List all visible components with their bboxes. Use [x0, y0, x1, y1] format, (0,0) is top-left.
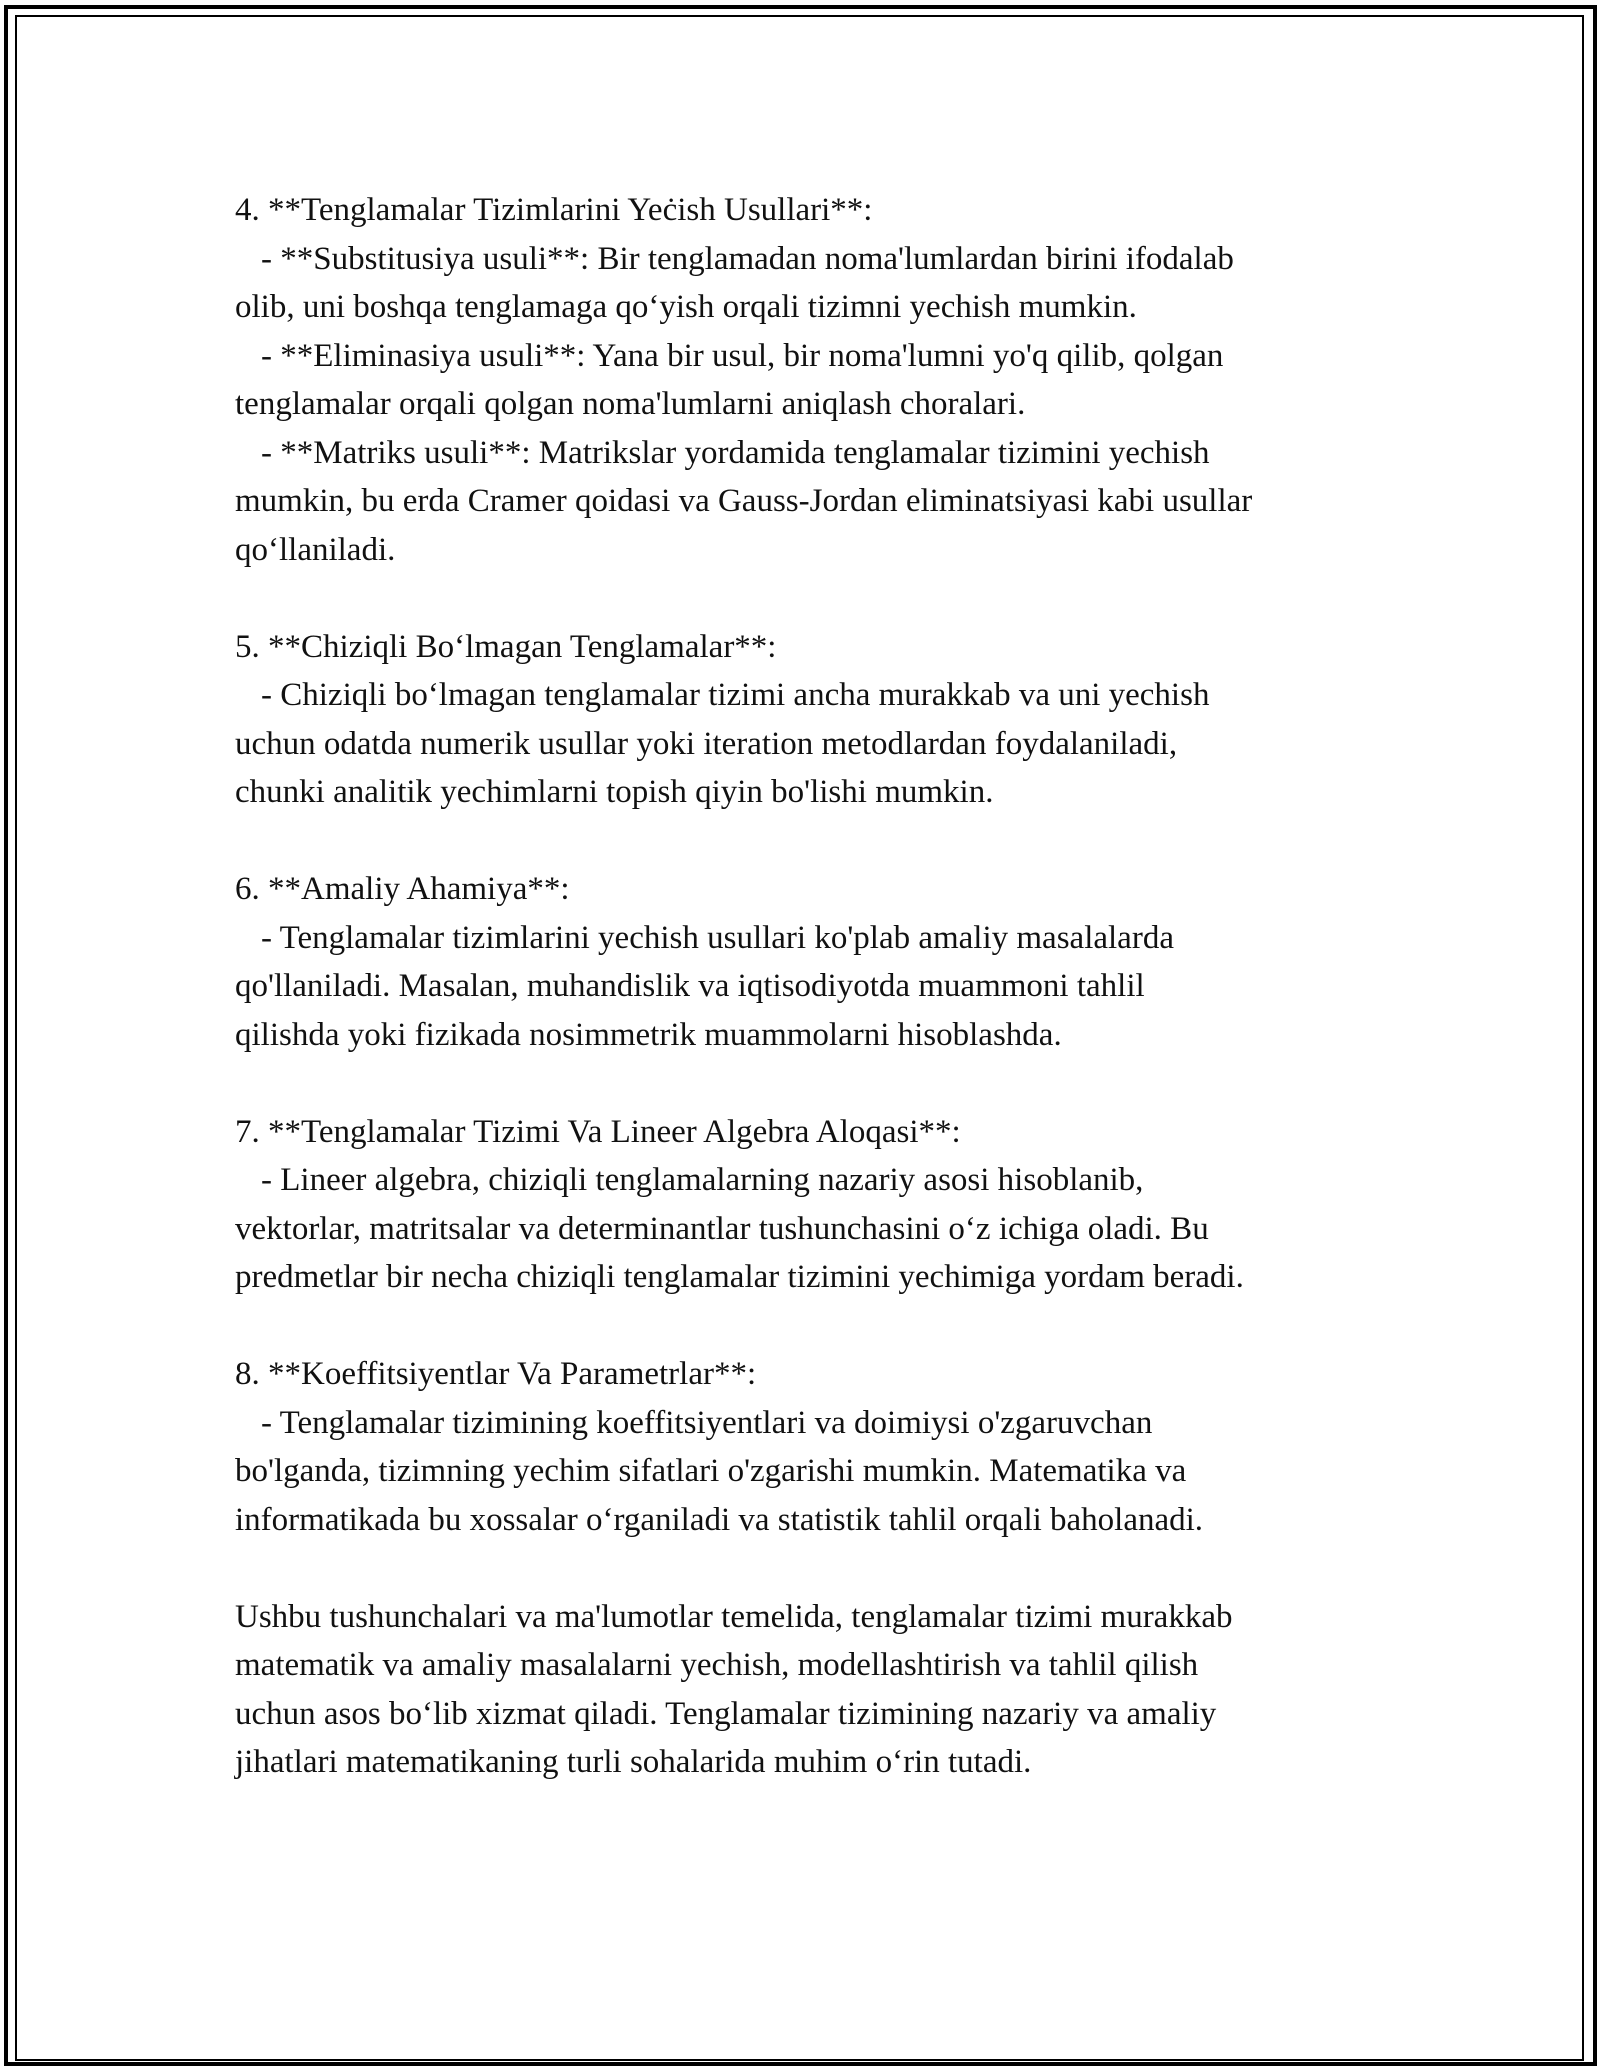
text-line: mumkin, bu erda Cramer qoidasi va Gauss-Jordan eliminatsiyasi kabi usullar [235, 483, 1253, 519]
section-heading: 7. **Tenglamalar Tizimi Va Lineer Algebra Aloqasi**: [235, 1113, 961, 1150]
text-line: bo'lganda, tizimning yechim sifatlari o'zgarishi mumkin. Matematika va [235, 1453, 1187, 1489]
text-line: uchun odatda numerik usullar yoki iteration metodlardan foydalaniladi, [235, 725, 1178, 762]
text-line: qilishda yoki fizikada nosimmetrik muammolarni hisoblashda. [235, 1016, 1062, 1053]
section-block [235, 865, 1385, 1059]
section-heading: 5. **Chiziqli Bo‘lmagan Tenglamalar**: [235, 628, 777, 665]
text-line: - Lineer algebra, chiziqli tenglamalarning nazariy asosi hisoblanib, [261, 1162, 1144, 1198]
text-line: - **Matriks usuli**: Matrikslar yordamida tenglamalar tizimini yechish [261, 434, 1210, 471]
section-block [235, 623, 1385, 817]
text-line: chunki analitik yechimlarni topish qiyin bo'lishi mumkin. [235, 774, 994, 810]
section-block [235, 1350, 1385, 1544]
section-block [235, 186, 1385, 574]
text-line: jihatlari matematikaning turli sohalarida muhim o‘rin tutadi. [235, 1744, 1032, 1780]
section-heading: 6. **Amaliy Ahamiya**: [235, 871, 570, 907]
conclusion-paragraph [235, 1593, 1385, 1787]
text-line: qo'llaniladi. Masalan, muhandislik va iqtisodiyotda muammoni tahlil [235, 968, 1145, 1004]
text-line: vektorlar, matritsalar va determinantlar tushunchasini o‘z ichiga oladi. Bu [235, 1210, 1209, 1247]
text-line: matematik va amaliy masalalarni yechish, modellashtirish va tahlil qilish [235, 1647, 1199, 1683]
text-line: - **Substitusiya usuli**: Bir tenglamadan noma'lumlardan birini ifodalab [261, 240, 1234, 277]
text-line: olib, uni boshqa tenglamaga qo‘yish orqali tizimni yechish mumkin. [235, 289, 1137, 325]
text-line: - Chiziqli bo‘lmagan tenglamalar tizimi ancha murakkab va uni yechish [261, 677, 1210, 713]
text-line: - Tenglamalar tizimlarini yechish usullari ko'plab amaliy masalalarda [261, 919, 1174, 956]
text-line: Ushbu tushunchalari va ma'lumotlar temelida, tenglamalar tizimi murakkab [235, 1598, 1233, 1635]
text-line: qo‘llaniladi. [235, 531, 396, 568]
section-heading: 8. **Koeffitsiyentlar Va Parametrlar**: [235, 1356, 757, 1392]
text-line: - Tenglamalar tizimining koeffitsiyentlari va doimiysi o'zgaruvchan [261, 1404, 1153, 1441]
document-body [235, 186, 1385, 1835]
text-line: tenglamalar orqali qolgan noma'lumlarni aniqlash choralari. [235, 386, 1026, 422]
text-line: uchun asos bo‘lib xizmat qiladi. Tenglamalar tizimining nazariy va amaliy [235, 1695, 1217, 1732]
text-line: predmetlar bir necha chiziqli tenglamalar tizimini yechimiga yordam beradi. [235, 1259, 1244, 1295]
section-heading: 4. **Tenglamalar Tizimlarini Yeċish Usullari**: [235, 192, 873, 228]
text-line: - **Eliminasiya usuli**: Yana bir usul, bir noma'lumni yo'q qilib, qolgan [261, 337, 1224, 374]
text-line: informatikada bu xossalar o‘rganiladi va statistik tahlil orqali baholanadi. [235, 1501, 1204, 1538]
section-block [235, 1108, 1385, 1302]
